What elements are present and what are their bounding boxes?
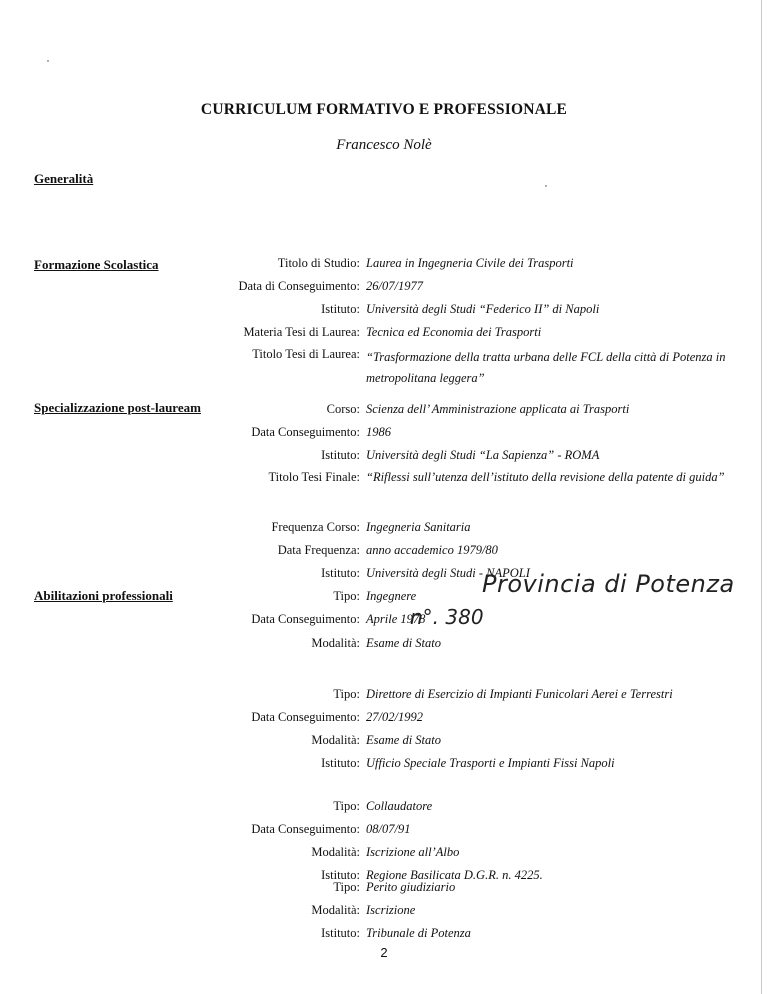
field-value: “Riflessi sull’utenza dell’istituto della revisione della patente di guida” (366, 470, 725, 484)
field-row (150, 822, 750, 842)
section-formazione: Formazione Scolastica (34, 257, 159, 272)
field-row (150, 543, 750, 563)
field-row (150, 347, 750, 391)
field-value: Ingegneria Sanitaria (366, 520, 471, 534)
field-row (150, 279, 750, 299)
scan-speck (47, 60, 49, 62)
field-label: Istituto: (321, 756, 360, 770)
field-label: Data Conseguimento: (251, 612, 360, 626)
field-value: Iscrizione all’Albo (366, 845, 460, 859)
field-value: Aprile 1978 (366, 612, 426, 626)
field-label: Istituto: (321, 566, 360, 580)
scan-speck (545, 185, 547, 187)
field-row (150, 636, 750, 656)
field-value: Regione Basilicata D.G.R. n. 4225. (366, 868, 543, 882)
field-value: Esame di Stato (366, 733, 441, 747)
field-row (150, 402, 750, 422)
field-label: Data di Conseguimento: (238, 279, 360, 293)
field-value: Ingegnere (366, 589, 417, 603)
field-value: 27/02/1992 (366, 710, 423, 724)
field-row (150, 425, 750, 445)
field-label: Titolo Tesi di Laurea: (252, 347, 360, 361)
author-name: Francesco Nolè (336, 137, 432, 153)
field-label: Data Conseguimento: (251, 425, 360, 439)
field-label: Data Conseguimento: (251, 822, 360, 836)
field-label: Tipo: (333, 687, 360, 701)
field-row (150, 880, 750, 900)
field-row (150, 325, 750, 345)
field-label: Istituto: (321, 868, 360, 882)
field-value: Ufficio Speciale Trasporti e Impianti Fissi Napoli (366, 756, 615, 770)
field-value: Direttore di Esercizio di Impianti Funicolari Aerei e Terrestri (366, 687, 673, 701)
field-value: Collaudatore (366, 799, 433, 813)
field-row (150, 520, 750, 540)
field-label: Data Frequenza: (277, 543, 360, 557)
field-value: Laurea in Ingegneria Civile dei Trasporti (366, 256, 574, 270)
field-row (150, 756, 750, 776)
field-label: Modalità: (311, 733, 360, 747)
field-label: Tipo: (333, 589, 360, 603)
field-value: “Trasformazione della tratta urbana delle FCL della città di Potenza in metropolitana leggera” (366, 350, 726, 385)
field-row (150, 256, 750, 276)
handwritten-number: n°. 380 (410, 605, 484, 629)
field-label: Istituto: (321, 302, 360, 316)
field-row (150, 448, 750, 468)
field-value: Esame di Stato (366, 636, 441, 650)
field-label: Istituto: (321, 448, 360, 462)
field-value: Tribunale di Potenza (366, 926, 471, 940)
field-row (150, 687, 750, 707)
section-generalita: Generalità (34, 171, 94, 186)
field-row (150, 302, 750, 322)
field-label: Istituto: (321, 926, 360, 940)
field-value: Iscrizione (366, 903, 416, 917)
field-value: 08/07/91 (366, 822, 411, 836)
field-label: Titolo Tesi Finale: (268, 470, 360, 484)
field-label: Titolo di Studio: (277, 256, 360, 270)
handwritten-note: Provincia di Potenza (482, 570, 735, 598)
field-label: Tipo: (333, 799, 360, 813)
field-value: Perito giudiziario (366, 880, 456, 894)
section-abilitazioni: Abilitazioni professionali (34, 588, 173, 603)
field-row (150, 799, 750, 819)
document-title: CURRICULUM FORMATIVO E PROFESSIONALE (200, 101, 568, 118)
field-value: Scienza dell’ Amministrazione applicata ai Trasporti (366, 402, 630, 416)
field-label: Corso: (326, 402, 360, 416)
field-label: Modalità: (311, 636, 360, 650)
field-value: 26/07/1977 (366, 279, 423, 293)
field-label: Modalità: (311, 903, 360, 917)
field-value: Università degli Studi - NAPOLI (366, 566, 530, 580)
field-value: Tecnica ed Economia dei Trasporti (366, 325, 542, 339)
field-row (150, 733, 750, 753)
field-label: Materia Tesi di Laurea: (243, 325, 360, 339)
field-row (150, 710, 750, 730)
section-specializzazione: Specializzazione post-lauream (34, 400, 201, 415)
field-row (150, 926, 750, 946)
field-row (150, 845, 750, 865)
field-label: Frequenza Corso: (271, 520, 360, 534)
field-value: 1986 (366, 425, 391, 439)
field-row (150, 470, 750, 490)
page-number: 2 (380, 945, 388, 960)
field-value: Università degli Studi “Federico II” di Napoli (366, 302, 600, 316)
field-value: Università degli Studi “La Sapienza” - ROMA (366, 448, 600, 462)
field-value: anno accademico 1979/80 (366, 543, 498, 557)
field-label: Tipo: (333, 880, 360, 894)
field-label: Data Conseguimento: (251, 710, 360, 724)
field-label: Modalità: (311, 845, 360, 859)
field-row (150, 903, 750, 923)
